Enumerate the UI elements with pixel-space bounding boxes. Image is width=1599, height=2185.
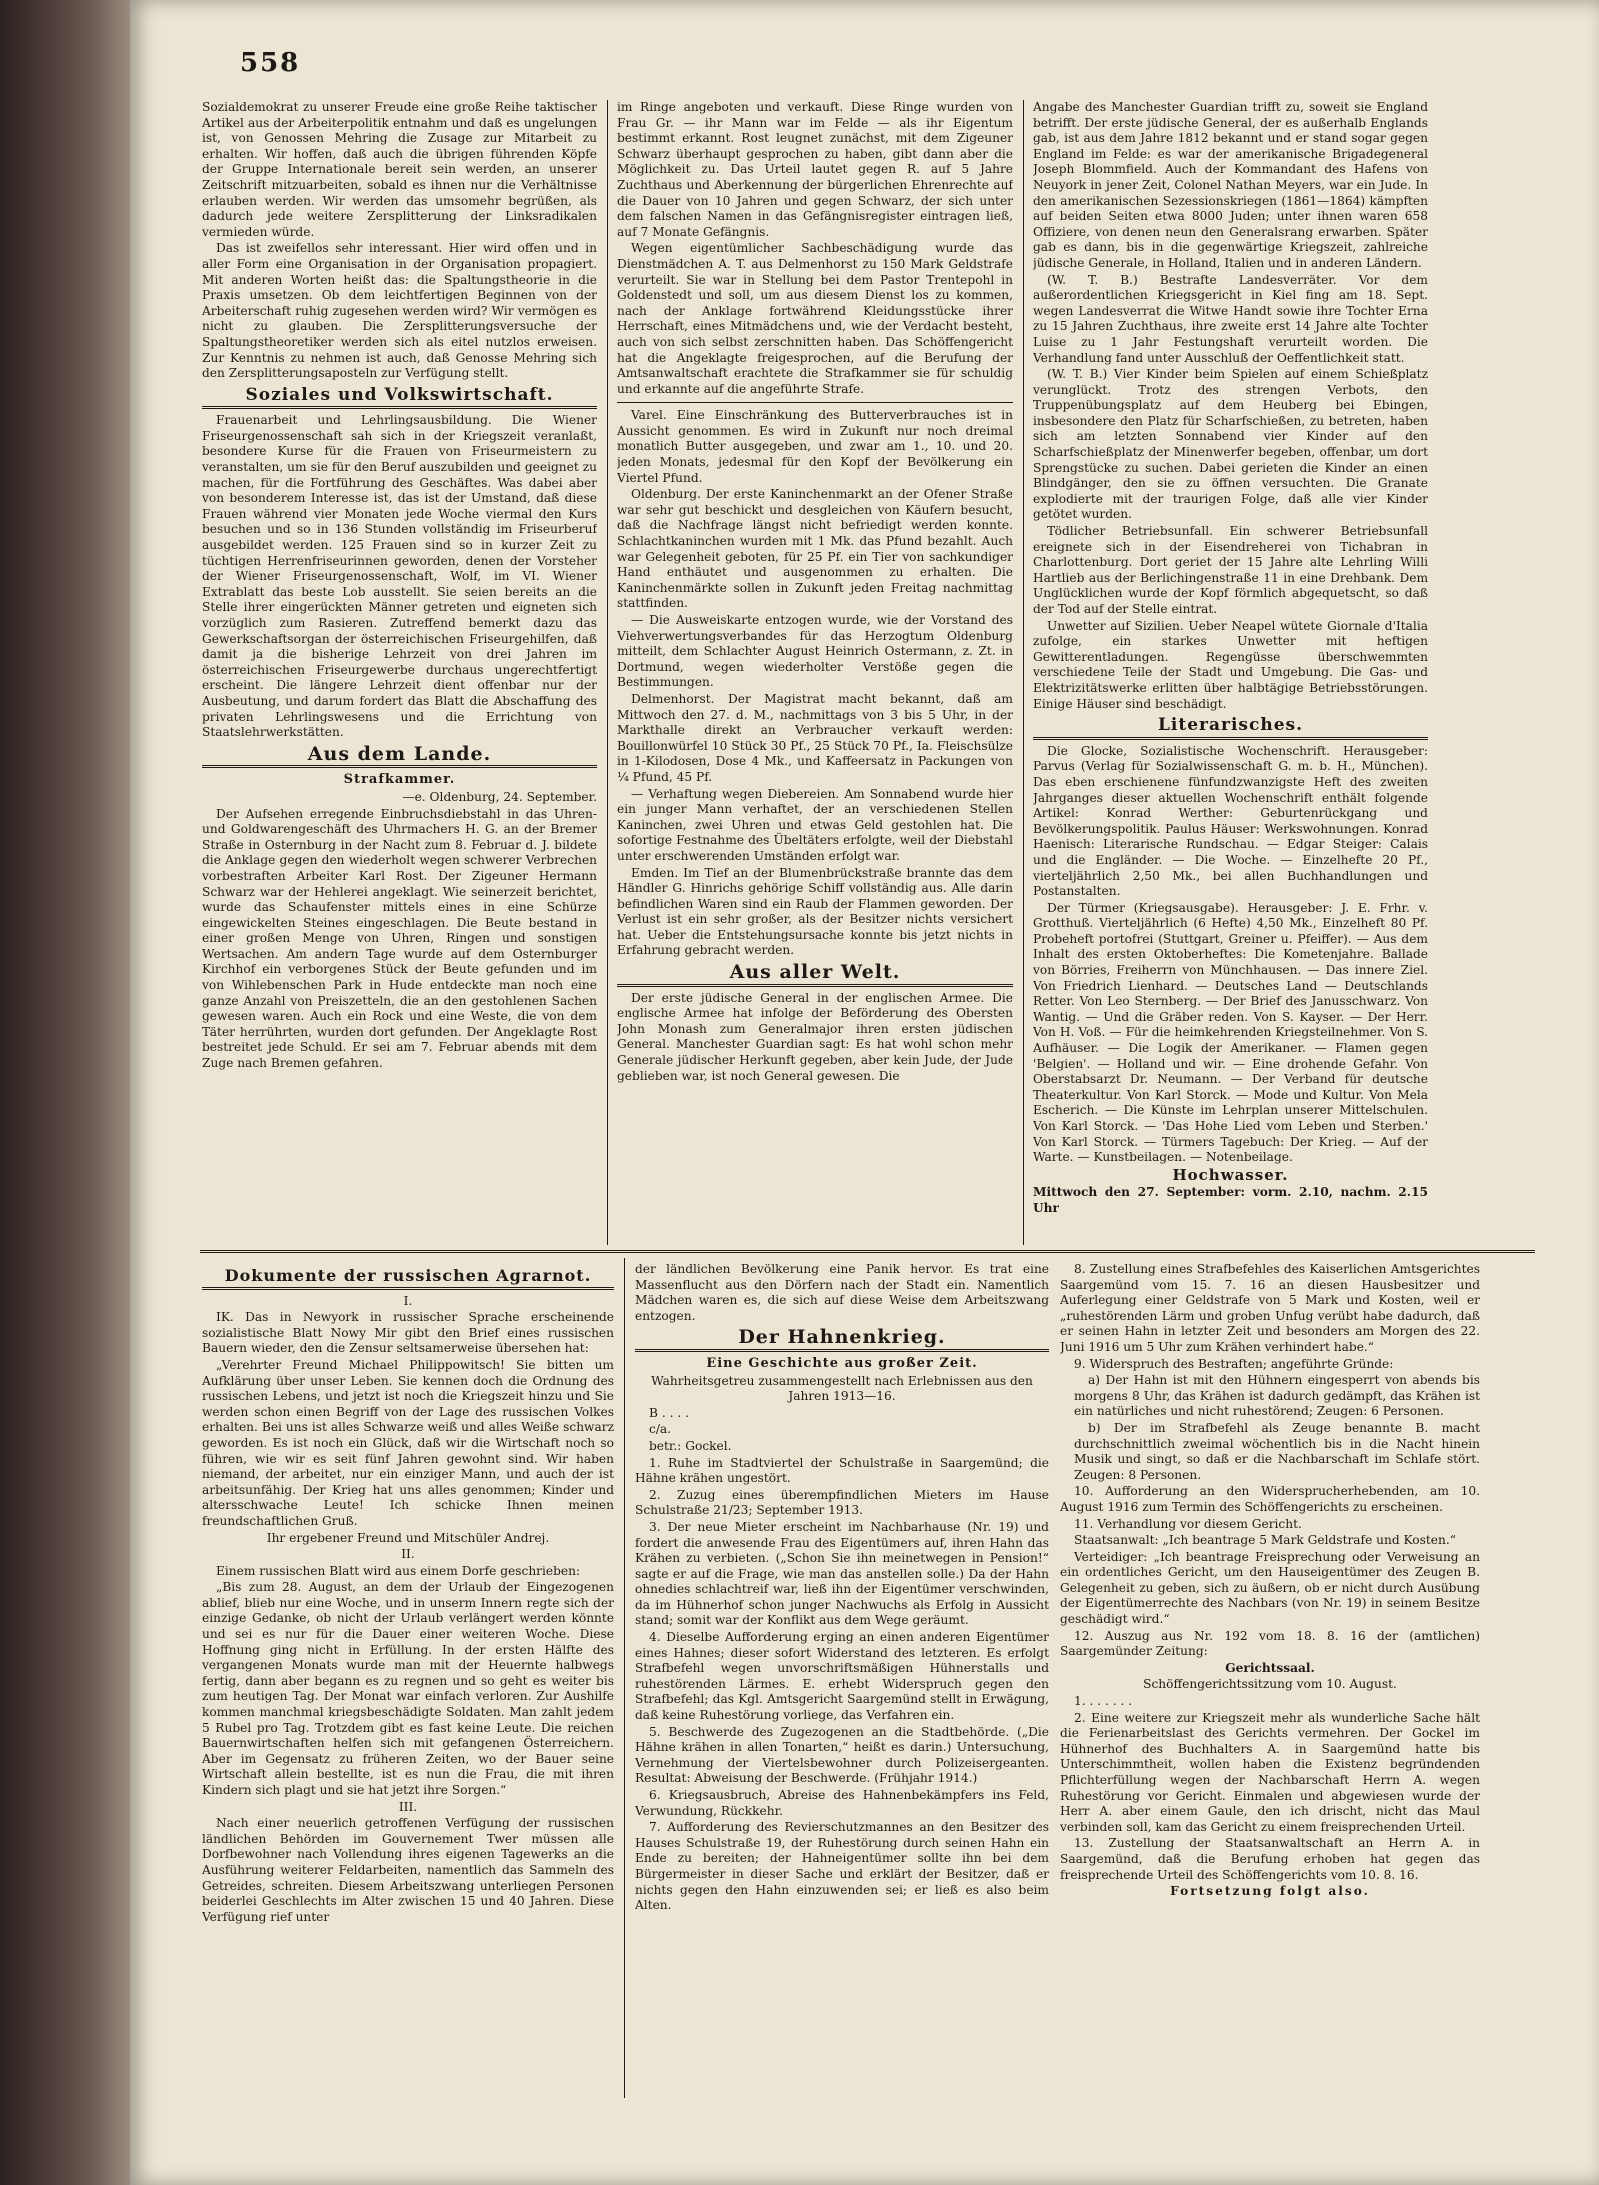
divider	[617, 402, 1013, 403]
article-text: Wegen eigentümlicher Sachbeschädigung wurde das Dienstmädchen A. T. aus Delmenhorst zu 150 Mark Geldstrafe verurteilt. Sie war in Stellung bei dem Pastor Trentepohl in Goldenstedt und soll, um aus diesem Dienst los zu kommen, nach der Anklage fortwährend Kleidungsstücke ihrer Herrschaft, eines Mitmädchens und, wie der Verdacht besteht, auch von sich selbst zerschnitten haben. Das Schöffengericht hat die Angeklagte freigesprochen, auf die Berufung der Amtsanwaltschaft erachtete die Strafkammer sie für schuldig und erkannte auf die angeführte Strafe.	[617, 241, 1013, 396]
article-text: Sozialdemokrat zu unserer Freude eine große Reihe taktischer Artikel aus der Arbeiterpolitik entnahm und daß es ungelungen ist, von Genossen Mehring die Zusage zur Mitarbeit zu erhalten. Wir hoffen, daß auch die übrigen führenden Köpfe der Gruppe Internationale bereit sein werden, an unserer Zeitschrift mitzuarbeiten, sobald es ihnen nur die Verhältnisse erlauben werden. Wir werden das umsomehr begrüßen, als dadurch jede weitere Zersplitterung der Linksradikalen vermieden würde.	[202, 100, 597, 239]
article-text: der ländlichen Bevölkerung eine Panik hervor. Es trat eine Massenflucht aus den Dörfern nach der Stadt ein. Namentlich Mädchen waren es, die sich auf diese Weise dem Arbeitszwang entzogen.	[635, 1262, 1049, 1323]
article-text: Staatsanwalt: „Ich beantrage 5 Mark Geldstrafe und Kosten.“	[1074, 1533, 1456, 1548]
article-text: B . . . .	[649, 1405, 689, 1420]
bottom-column-3	[1060, 1262, 1480, 2097]
top-column-1	[202, 100, 597, 1245]
article-text: Angabe des Manchester Guardian trifft zu, soweit sie England betrifft. Der erste jüdische General, der es außerhalb Englands gab, ist aus dem Jahre 1812 bekannt und er stand sogar gegen England im Felde: es war der amerikanische Brigadegeneral Joseph Blommfield. Auch der Kommandant des Hafens von Neuyork in jener Zeit, Colonel Nathan Meyers, war ein Jude. In den amerikanischen Sezessionskriegen (1861—1864) kämpften auf beiden Seiten etwa 8000 Juden; unter ihnen waren 658 Offiziere, von denen neun den Generalsrang erwarben. Später gab es dann, bis in die gegenwärtige Kriegszeit, zahlreiche jüdische Generale, in Holland, Italien und in anderen Ländern.	[1033, 100, 1428, 270]
subheading: Eine Geschichte aus großer Zeit.	[706, 1355, 978, 1371]
article-text: (W. T. B.) Bestrafte Landesverräter. Vor dem außerordentlichen Kriegsgericht in Kiel fing am 18. Sept. wegen Landesverrat die Witwe Handt sowie ihre Tochter Erna zu 15 Jahren Zuchthaus, ihre zweite erst 14 Jahre alte Tochter Luise zu 1 Jahr Festungshaft verurteilt worden. Die Verhandlung fand unter Ausschluß der Oeffentlichkeit statt.	[1033, 272, 1428, 365]
section-heading: Soziales und Volkswirtschaft.	[202, 388, 597, 410]
column-rule	[624, 1258, 625, 2098]
article-text: Tödlicher Betriebsunfall. Ein schwerer Betriebsunfall ereignete sich in der Eisendreherei von Tichabran in Charlottenburg. Dort geriet der 15 Jahre alte Lehrling Willi Hartlieb aus der Berlichingenstraße 11 in eine Drehbank. Dem Unglücklichen wurde der Kopf förmlich abgequetscht, so daß der Tod auf der Stelle eintrat.	[1033, 524, 1428, 616]
article-text: 6. Kriegsausbruch, Abreise des Hahnenbekämpfers ins Feld, Verwundung, Rückkehr.	[635, 1788, 1049, 1818]
article-text: 5. Beschwerde des Zugezogenen an die Stadtbehörde. („Die Hähne krähen in allen Tonarten,“ heißt es darin.) Untersuchung, Vernehmung der Viertelsbewohner durch Polizeisergeanten. Resultat: Abweisung der Beschwerde. (Frühjahr 1914.)	[635, 1724, 1049, 1786]
article-text: im Ringe angeboten und verkauft. Diese Ringe wurden von Frau Gr. — ihr Mann war im Felde — als ihr Eigentum bestimmt erkannt. Rost leugnet zunächst, mit dem Zigeuner Schwarz überhaupt gesprochen zu haben, gibt dann aber die Möglichkeit zu. Das Urteil lautet gegen R. auf 5 Jahre Zuchthaus und Aberkennung der bürgerlichen Ehrenrechte auf die Dauer von 10 Jahren und gegen Schwarz, der sich unter dem falschen Namen in das Gefängnisregister eintragen ließ, auf 7 Monate Gefängnis.	[617, 100, 1013, 239]
section-heading: Aus dem Lande.	[202, 747, 597, 769]
article-text: Die Glocke, Sozialistische Wochenschrift. Herausgeber: Parvus (Verlag für Sozialwissenschaft G. m. b. H., München). Das eben erschienene fünfundzwanzigste Heft des zweiten Jahrganges dieser aktuellen Wochenschrift enthält folgende Artikel: Konrad Werther: Geburtenrückgang und Bevölkerungspolitik. Paulus Häuser: Werkswohnungen. Konrad Haenisch: Literarische Rundschau. — Edgar Steiger: Calais und die Engländer. — Die Woche. — Einzelhefte 20 Pf., vierteljährlich 2,50 Mk., bei allen Buchhandlungen und Postanstalten.	[1033, 743, 1428, 899]
section-heading: Der Hahnenkrieg.	[635, 1330, 1049, 1352]
article-text: b) Der im Strafbefehl als Zeuge benannte B. macht durchschnittlich zweimal wöchentlich bis in die Nacht hinein Musik und singt, so daß er die Nachbarschaft im Schlafe stört. Zeugen: 8 Personen.	[1074, 1420, 1480, 1482]
section-heading: Dokumente der russischen Agrarnot.	[202, 1268, 614, 1290]
subheading: Gerichtssaal.	[1225, 1660, 1315, 1675]
article-text: 2. Eine weitere zur Kriegszeit mehr als wunderliche Sache hält die Ferienarbeitslast des Gerichts vermehren. Der Gockel im Hühnerhof des Buchhalters A. in Saargemünd hatte bis Unterschimmtheit, wollen haben die Existenz begründenden Pflichterfüllung wegen der Nachbarschaft Herrn A. wegen Ruhestörung vor Gericht. Einmalen und abgewiesen wurde der Herr A. aber einem Gaule, den ich drischt, nicht das Maul verbinden soll, kam das Gericht zu einem freisprechenden Urteil.	[1060, 1710, 1480, 1834]
article-text: Einem russischen Blatt wird aus einem Dorfe geschrieben:	[216, 1563, 581, 1578]
article-text: 3. Der neue Mieter erscheint im Nachbarhause (Nr. 19) und fordert die anwesende Frau des Eigentümers auf, ihren Hahn das Krähen zu verbieten. („Schon Sie ihn meinetwegen in Pension!“ sagte er auf die Frage, wie man das anstellen solle.) Da der Hahn ohnedies schlachtreif war, ließ ihn der Eigentümer verschwinden, da im Hühnerhof schon junger Nachwuchs als Erfolg in Aussicht stand; somit war der Konflikt aus dem Wege geräumt.	[635, 1519, 1049, 1628]
column-rule	[1023, 100, 1024, 1245]
article-text: a) Der Hahn ist mit den Hühnern eingesperrt von abends bis morgens 8 Uhr, das Krähen ist dadurch gedämpft, das Krähen ist ein natürliches und nicht ruhestörend; Zeugen: 6 Personen.	[1074, 1373, 1480, 1419]
section-divider	[200, 1250, 1535, 1253]
subheading: Hochwasser.	[1172, 1165, 1289, 1184]
article-text: Oldenburg. Der erste Kaninchenmarkt an der Ofener Straße war sehr gut beschickt und desgleichen von Käufern besucht, daß die Nachfrage längst nicht befriedigt werden konnte. Schlachtkaninchen wurden mit 1 Mk. das Pfund bezahlt. Auch war Gelegenheit geboten, für 25 Pf. ein Tier von sachkundiger Hand enthäutet und ausgenommen zu erhalten. Die Kaninchenmärkte sollen in Zukunft jeden Freitag nachmittag stattfinden.	[617, 487, 1013, 611]
signature-text: Ihr ergebener Freund und Mitschüler Andrej.	[266, 1530, 550, 1545]
article-text: — Die Ausweiskarte entzogen wurde, wie der Vorstand des Viehverwertungsverbandes für das Herzogtum Oldenburg mitteilt, dem Schlachter August Heinrich Ostermann, z. Zt. in Dortmund, wegen wiederholter Verstöße gegen die Bestimmungen.	[617, 613, 1013, 690]
tide-times: Mittwoch den 27. September: vorm. 2.10, nachm. 2.15 Uhr	[1033, 1185, 1428, 1215]
article-text: 7. Aufforderung des Revierschutzmannes an den Besitzer des Hauses Schulstraße 19, der Ruhestörung durch seinen Hahn ein Ende zu bereiten; der Hahneigentümer sollte ihn bei dem Bürgermeister in dieser Sache und erklärt der Besitzer, daß er nichts gegen den Hahn einzuwenden sei; er ließ es also beim Alten.	[635, 1820, 1049, 1913]
article-text: 13. Zustellung der Staatsanwaltschaft an Herrn A. in Saargemünd, daß die Berufung erhoben hat gegen das freisprechende Urteil des Schöffengerichts vom 10. 8. 16.	[1060, 1836, 1480, 1882]
article-text: (W. T. B.) Vier Kinder beim Spielen auf einem Schießplatz verunglückt. Trotz des strengen Verbots, den Truppenübungsplatz auf dem Heuberg bei Ebingen, insbesondere den Platz für Scharfschießen, zu betreten, haben sich am letzten Sonnabend vier Kinder auf den Scharfschießplatz der Minenwerfer begeben, offenbar, um dort Sprengstücke zu suchen. Dabei gerieten die Kinder an einen Blindgänger, den sie zu öffnen versuchten. Die Granate explodierte mit der traurigen Folge, daß alle vier Kinder getötet wurden.	[1033, 367, 1428, 522]
dateline: —e. Oldenburg, 24. September.	[402, 789, 597, 804]
article-text: IK. Das in Newyork in russischer Sprache erscheinende sozialistische Blatt Nowy Mir gibt den Brief eines russischen Bauern wieder, den die Zensur seltsamerweise übersehen hat:	[202, 1310, 614, 1356]
article-text: Das ist zweifellos sehr interessant. Hier wird offen und in aller Form eine Organisation in der Organisation propagiert. Mit anderen Worten heißt das: die Spaltungstheorie in die Praxis umsetzen. Ob dem leichtfertigen Beginnen von der Arbeiterschaft ruhig zugesehen werden wird? Wir vermögen es nicht zu glauben. Die Zersplitterungsversuche der Spaltungstheoretiker werden sich als eitel nutzlos erweisen. Zur Kenntnis zu nehmen ist auch, daß Genosse Mehring sich den Zersplitterungsaposteln zur Verfügung stellt.	[202, 241, 597, 381]
bottom-column-1	[202, 1262, 614, 2097]
article-text: Frauenarbeit und Lehrlingsausbildung. Die Wiener Friseurgenossenschaft sah sich in der Kriegszeit veranlaßt, besondere Kurse für die Frauen von Friseurmeistern zu veranstalten, um sie für den Beruf auszubilden und geeignet zu machen, für die Fortführung des Geschäftes. Was dabei aber von besonderem Interesse ist, das ist der Umstand, daß diese Frauen während vier Monaten jede Woche viermal den Kurs besuchen und so in 136 Stunden vollständig im Friseurberuf ausgebildet werden. 125 Frauen sind so in kurzer Zeit zu tüchtigen Herrenfriseurinnen geworden, denen der Vorsteher der Wiener Friseurgenossenschaft, Wolf, im VI. Wiener Extrablatt das beste Lob ausstellt. Sie seien bereits an die Stelle ihrer eingerückten Männer getreten und eigneten sich vorzüglich zum Rasieren. Zutreffend bemerkt dazu das Gewerkschaftsorgan der österreichischen Friseurgehilfen, daß damit ja die bisherige Lehrzeit von drei Jahren im österreichischen Friseurgewerbe durchaus ungerechtfertigt erscheint. Die längere Lehrzeit dient offenbar nur der Ausbeutung, und darum fordert das Blatt die Abschaffung des privaten Lehrlingswesens und die Errichtung von Staatslehrwerkstätten.	[202, 413, 597, 740]
article-text: Wahrheitsgetreu zusammengestellt nach Erlebnissen aus den Jahren 1913—16.	[651, 1373, 1033, 1404]
article-text: 1. Ruhe im Stadtviertel der Schulstraße in Saargemünd; die Hähne krähen ungestört.	[635, 1455, 1049, 1486]
article-text: 10. Aufforderung an den Widersprucherhebenden, am 10. August 1916 zum Termin des Schöffengerichts zu erscheinen.	[1060, 1484, 1480, 1514]
article-text: 8. Zustellung eines Strafbefehles des Kaiserlichen Amtsgerichtes Saargemünd vom 15. 7. 16 an diesen Hausbesitzer und Auferlegung einer Geldstrafe von 5 Mark und Kosten, weil er „ruhestörenden Lärm und groben Unfug verübt habe dadurch, daß er seinen Hahn in letzter Zeit und besonders am Morgen des 22. Juni 1916 um 5 Uhr zum Krähen verhindert habe.“	[1060, 1262, 1480, 1354]
bottom-column-2	[635, 1262, 1049, 2097]
article-text: betr.: Gockel.	[649, 1438, 732, 1453]
article-text: Varel. Eine Einschränkung des Butterverbrauches ist in Aussicht genommen. Es wird in Zukunft nur noch dreimal monatlich Butter ausgegeben, und zwar am 1., 10. und 20. jeden Monats, jedesmal für den Kopf der Bevölkerung ein Viertel Pfund.	[617, 408, 1013, 485]
top-column-3	[1033, 100, 1428, 1245]
article-text: Verteidiger: „Ich beantrage Freisprechung oder Verweisung an ein ordentliches Gericht, um den Hauseigentümer des Zeugen B. Gelegenheit zu geben, sich zu äußern, ob er nicht durch Ausübung der Eigentümerrechte des Nachbars (von Nr. 19) in seinem Besitze geschädigt wird.“	[1060, 1549, 1480, 1627]
article-text: Delmenhorst. Der Magistrat macht bekannt, daß am Mittwoch den 27. d. M., nachmittags von 3 bis 5 Uhr, in der Markthalle direkt an Verbraucher verkauft werden: Bouillonwürfel 10 Stück 30 Pf., 25 Stück 70 Pf., Ia. Fleischsülze in 1-Kilodosen, Dose 4 Mk., und Kaffeersatz in Packungen von ¼ Pfund, 45 Pf.	[617, 691, 1013, 784]
article-text: 11. Verhandlung vor diesem Gericht.	[1074, 1516, 1302, 1531]
roman-numeral: I.	[403, 1293, 413, 1308]
article-text: Der Aufsehen erregende Einbruchsdiebstahl in das Uhren- und Goldwarengeschäft des Uhrmachers H. G. an der Bremer Straße in Osternburg in der Nacht zum 8. Februar d. J. bildete die Anklage gegen den wiederholt wegen schwerer Verbrechen vorbestraften Arbeiter Karl Rost. Der Zigeuner Hermann Schwarz war der Hehlerei angeklagt. Wie seinerzeit berichtet, wurde das Schaufenster mittels eines in eine Schürze eingewickelten Steines eingeschlagen. Die Beute bestand in einer großen Menge von Uhren, Ringen und sonstigen Wertsachen. Am andern Tage wurde auf dem Osternburger Kirchhof ein verborgenes Stück der Beute gefunden und im von Wihlebenschen Park in Hude entdeckte man noch eine ganze Anzahl von Preiszetteln, die an den gestohlenen Sachen gewesen waren. Auch ein Rock und eine Weste, die von dem Täter herrührten, wurden dort gefunden. Der Angeklagte Rost bestreitet jede Schuld. Er sei am 7. Februar abends mit dem Zuge nach Bremen gefahren.	[202, 806, 597, 1071]
newspaper-page	[130, 0, 1599, 2185]
subheading: Strafkammer.	[343, 772, 456, 788]
article-text: 12. Auszug aus Nr. 192 vom 18. 8. 16 der (amtlichen) Saargemünder Zeitung:	[1060, 1628, 1480, 1659]
section-heading: Literarisches.	[1033, 718, 1428, 740]
roman-numeral: II.	[401, 1547, 415, 1562]
column-rule	[607, 100, 608, 1245]
article-text: Der Türmer (Kriegsausgabe). Herausgeber: J. E. Frhr. v. Grotthuß. Vierteljährlich (6 Hefte) 4,50 Mk., Einzelheft 80 Pf. Probeheft portofrei (Stuttgart, Greiner u. Pfeiffer). — Aus dem Inhalt des ersten Oktoberheftes: Die Kometenjahre. Ballade von Börries, Freiherrn von Münchhausen. — Das innere Ziel. Von Friedrich Lienhard. — Deutsches Land — Deutschlands Retter. Von Leo Sternberg. — Der Brief des Janusschwarz. Von Wantig. — Und die Gräber reden. Von S. Kayser. — Der Herr. Von H. Voß. — Für die heimkehrenden Kriegsteilnehmer. Von S. Aufhäuser. — Die Logik der Amerikaner. — Flamen gegen 'Belgien'. — Holland und wir. — Eine drohende Gefahr. Von Oberstabsarzt Dr. Neumann. — Der Verband für deutsche Theaterkultur. Von Karl Storck. — Mode und Kultur. Von Mela Escherich. — Die Künste im Lehrplan unserer Mittelschulen. Von Karl Storck. — 'Das Hohe Lied vom Leben und Sterben.' Von Karl Storck. — Türmers Tagebuch: Der Krieg. — Auf der Warte. — Kunstbeilagen. — Notenbeilage.	[1033, 900, 1428, 1165]
article-text: Nach einer neuerlich getroffenen Verfügung der russischen ländlichen Behörden im Gouvernement Twer müssen alle Dorfbewohner nach Vollendung ihres eigenen Tagewerks an die Ausführung weiterer Feldarbeiten, namentlich das Sammeln des Getreides, schreiten. Diesem Arbeitszwang unterliegen Personen beiderlei Geschlechts im Alter zwischen 15 und 40 Jahren. Diese Verfügung rief unter	[202, 1816, 614, 1924]
article-text: Der erste jüdische General in der englischen Armee. Die englische Armee hat infolge der Beförderung des Obersten John Monash zum Generalmajor ihren ersten jüdischen General. Manchester Guardian sagt: Es hat wohl schon mehr Generale jüdischer Herkunft gegeben, aber kein Jude, der Jude geblieben war, ist noch General gewesen. Die	[617, 990, 1013, 1083]
continued-note: Fortsetzung folgt also.	[1170, 1884, 1370, 1899]
article-text: Emden. Im Tief an der Blumenbrückstraße brannte das dem Händler G. Hinrichs gehörige Schiff vollständig aus. Alle darin befindlichen Waren sind ein Raub der Flammen geworden. Der Verlust ist ein sehr großer, als der Besitzer nichts versichert hat. Ueber die Entstehungsursache konnte bis jetzt nichts in Erfahrung gebracht werden.	[617, 865, 1013, 958]
top-column-2	[617, 100, 1013, 1245]
book-binding	[0, 0, 130, 2185]
article-text: 9. Widerspruch des Bestraften; angeführte Gründe:	[1074, 1356, 1394, 1371]
subheading: Schöffengerichtssitzung vom 10. August.	[1143, 1677, 1397, 1692]
article-text: c/a.	[649, 1422, 672, 1437]
article-text: — Verhaftung wegen Diebereien. Am Sonnabend wurde hier ein junger Mann verhaftet, der an verschiedenen Stellen Kaninchen, zwei Uhren und etwas Geld gestohlen hat. Die sofortige Festnahme des Übeltäters erfolgte, weil der Diebstahl unter erschwerenden Umständen erfolgt war.	[617, 786, 1013, 863]
roman-numeral: III.	[398, 1799, 418, 1814]
article-text: 1. . . . . . .	[1074, 1694, 1133, 1709]
article-text: 4. Dieselbe Aufforderung erging an einen anderen Eigentümer eines Hahnes; dieser sofort Widerstand des letzteren. Es erfolgt Strafbefehl wegen unvorschriftsmäßigen Hühnerstalls und ruhestörenden Lärmes. E. erhebt Widerspruch gegen den Strafbefehl; das Kgl. Amtsgericht Saargemünd stellt in Erwägung, daß keine Ruhestörung vorliege, das Verfahren ein.	[635, 1630, 1049, 1723]
article-text: „Bis zum 28. August, an dem der Urlaub der Eingezogenen ablief, blieb nur eine Woche, und in unserm Innern regte sich der einzige Gedanke, ob nicht der Urlaub verlängert werden könnte und sei es nur für die Dauer einer weiteren Woche. Diese Hoffnung ging nicht in Erfüllung. In der ersten Hälfte des vergangenen Monats wurde man mit der Heuernte halbwegs fertig, dann aber begann es zu regnen und so geht es weiter bis zum heutigen Tag. Der Monat war einfach verloren. Zur Aushilfe kommen manchmal kriegsbeschädigte Soldaten. Man zahlt jedem 5 Rubel pro Tag. Trotzdem gibt es fast keine Leute. Die reichen Bauernwirtschaften helfen sich mit gefangenen Österreichern. Aber im Gegensatz zu früheren Zeiten, wo der Bauer seine Wirtschaft allein bestellte, ist es nun die Frau, die mit ihren Kindern sich plagt und sie hat jetzt ihre Sorgen.“	[202, 1580, 614, 1797]
article-text: Unwetter auf Sizilien. Ueber Neapel wütete Giornale d'Italia zufolge, ein starkes Unwetter mit heftigen Gewitterentladungen. Regengüsse überschwemmten verschiedene Teile der Stadt und Umgebung. Die Gas- und Elektrizitätswerke erlitten über halbtägige Betriebsstörungen. Einige Häuser sind beschädigt.	[1033, 618, 1428, 711]
page-number: 558	[240, 48, 301, 78]
article-text: „Verehrter Freund Michael Philippowitsch! Sie bitten um Aufklärung über unser Leben. Sie kennen doch die Ordnung des russischen Lebens, und jetzt ist noch die Kriegszeit hinzu und Sie werden schon einen Begriff von der Lage des russischen Volkes erhalten. Bei uns ist alles Schwarze weiß und alles Weiße schwarz geworden. Es ist noch ein Glück, daß wir die Wirtschaft noch so führen, wie wir es seit fünf Jahren gewohnt sind. Wir haben niemand, der arbeitet, nur ein einziger Mann, und auch der ist arbeitsunfähig. Der Krieg hat uns alles genommen; Kinder und altersschwache Leute! Ich schicke Ihnen meinen freundschaftlichen Gruß.	[202, 1357, 614, 1528]
article-text: 2. Zuzug eines überempfindlichen Mieters im Hause Schulstraße 21/23; September 1913.	[635, 1487, 1049, 1518]
section-heading: Aus aller Welt.	[617, 965, 1013, 987]
